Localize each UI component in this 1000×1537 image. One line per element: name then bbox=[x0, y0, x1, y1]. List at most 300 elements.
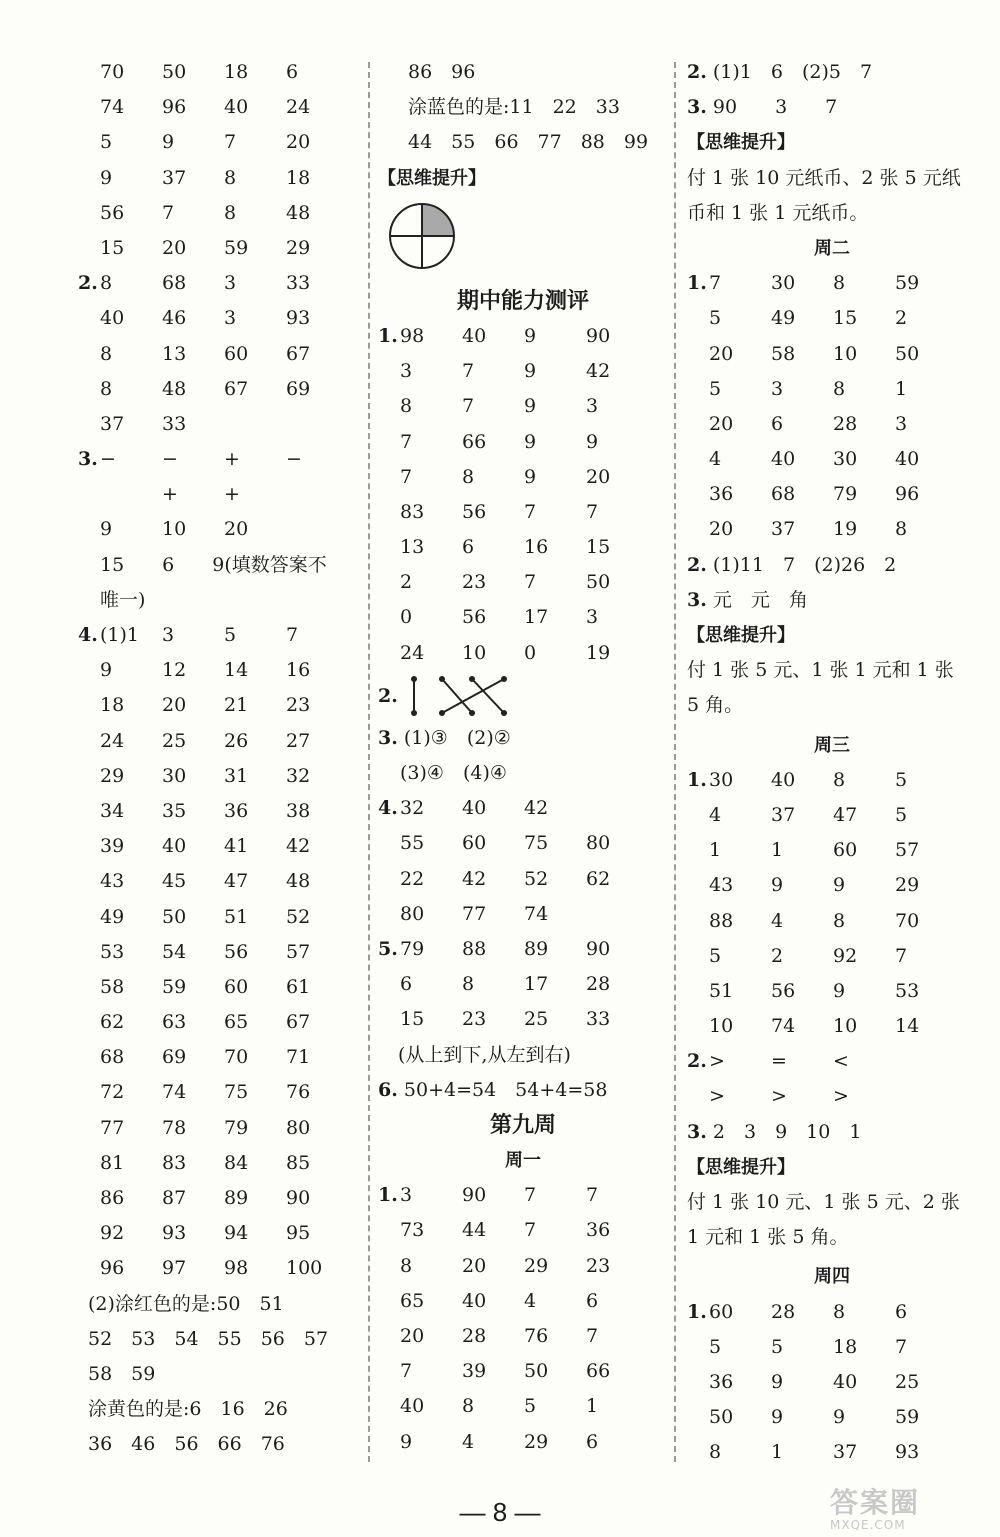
answer-row bbox=[687, 1400, 977, 1435]
answer-row bbox=[78, 196, 363, 231]
question-number: 1. bbox=[378, 1184, 398, 1207]
answer-value: 52 bbox=[524, 867, 549, 890]
day-title: 周四 bbox=[814, 1266, 850, 1288]
answer-value: 9 bbox=[100, 518, 113, 541]
question-number bbox=[78, 900, 100, 935]
answer-grid bbox=[378, 1178, 668, 1460]
answer-value: 66 bbox=[462, 430, 487, 453]
answer-value: 3 bbox=[895, 412, 908, 435]
answer-value: 67 bbox=[286, 1011, 311, 1034]
answer-row bbox=[378, 636, 668, 671]
answer-value: 23 bbox=[586, 1254, 611, 1277]
answer-value: 49 bbox=[771, 307, 796, 330]
answer-row bbox=[78, 759, 363, 794]
question-number bbox=[378, 1213, 400, 1248]
answer-value: 7 bbox=[586, 1325, 599, 1347]
answer-value: 20 bbox=[286, 131, 311, 154]
answer-value: − bbox=[162, 448, 178, 471]
answer-value: 5 bbox=[100, 131, 113, 154]
answer-row bbox=[378, 460, 668, 495]
answer-row bbox=[687, 266, 977, 301]
answer-row bbox=[378, 1389, 668, 1424]
answer-value: 9 bbox=[771, 1370, 784, 1393]
answer-value: 3 bbox=[400, 360, 413, 383]
day-title: 周二 bbox=[814, 237, 850, 259]
answer-value: 40 bbox=[400, 1395, 425, 1418]
answer-value: 61 bbox=[286, 975, 311, 998]
answer-value: 3 bbox=[400, 1184, 413, 1207]
question-number bbox=[687, 1079, 709, 1114]
answer-value: 30 bbox=[771, 272, 796, 295]
answer-value: 10 bbox=[162, 518, 187, 541]
answer-value: 59 bbox=[895, 1406, 920, 1429]
answer-value: 50 bbox=[524, 1360, 549, 1383]
answer-grid bbox=[687, 266, 977, 548]
answer-value: 40 bbox=[771, 768, 796, 791]
watermark-url: MXQE.COM bbox=[830, 1518, 906, 1532]
question-number bbox=[378, 967, 400, 1002]
answer-value: 2 bbox=[771, 944, 784, 967]
answer-value: 94 bbox=[224, 1222, 249, 1245]
answer-value: 1 bbox=[709, 839, 722, 862]
answer-value: 71 bbox=[286, 1046, 311, 1069]
answer-value: 80 bbox=[586, 832, 611, 855]
answer-value: 70 bbox=[224, 1046, 249, 1069]
answer-value: 9 bbox=[524, 430, 537, 453]
answer-line: 涂蓝色的是:11 22 33 bbox=[408, 96, 620, 119]
think-tag: 【思维提升】 bbox=[687, 132, 795, 154]
answer-value: < bbox=[833, 1050, 849, 1073]
answer-row bbox=[378, 600, 668, 635]
answer-row bbox=[78, 442, 363, 477]
question-number bbox=[378, 600, 400, 635]
question-number bbox=[78, 724, 100, 759]
answer-value: 80 bbox=[286, 1116, 311, 1139]
answer-value: 1 bbox=[586, 1395, 599, 1418]
answer-row bbox=[378, 1354, 668, 1389]
answer-value: 4 bbox=[771, 909, 784, 932]
answer-line: (3)④ (4)④ bbox=[400, 762, 507, 784]
answer-value: 3 bbox=[224, 307, 237, 330]
answer-row bbox=[687, 974, 977, 1009]
answer-value: 41 bbox=[224, 835, 249, 858]
answer-row bbox=[687, 301, 977, 336]
answer-value: 85 bbox=[286, 1151, 311, 1174]
answer-line: 36 46 56 66 76 bbox=[88, 1433, 285, 1456]
question-number bbox=[687, 1365, 709, 1400]
answer-value: 50 bbox=[162, 61, 187, 83]
answer-value: 47 bbox=[224, 870, 249, 893]
answer-value: 3 bbox=[162, 624, 175, 646]
answer-value: 38 bbox=[286, 799, 311, 822]
match-line bbox=[472, 679, 504, 713]
answer-value: 6 bbox=[586, 1289, 599, 1312]
answer-value: 74 bbox=[100, 96, 125, 119]
answer-row bbox=[78, 935, 363, 970]
answer-value: 9 bbox=[162, 131, 175, 154]
question-number bbox=[687, 1330, 709, 1365]
answer-value: 37 bbox=[162, 166, 187, 189]
answer-grid bbox=[78, 618, 363, 1287]
answer-row bbox=[78, 864, 363, 899]
answer-value: 96 bbox=[895, 483, 920, 506]
question-number bbox=[687, 939, 709, 974]
answer-value: 18 bbox=[100, 694, 125, 717]
answer-value: 80 bbox=[400, 902, 425, 925]
answer-value: 13 bbox=[400, 536, 425, 559]
answer-row bbox=[687, 939, 977, 974]
answer-value: 79 bbox=[833, 483, 858, 506]
question-number bbox=[687, 1400, 709, 1435]
answer-row bbox=[78, 653, 363, 688]
answer-value: 30 bbox=[162, 764, 187, 787]
answer-value: 40 bbox=[462, 797, 487, 820]
answer-value: 3 bbox=[586, 395, 599, 418]
answer-value: 26 bbox=[224, 729, 249, 752]
answer-row bbox=[687, 763, 977, 798]
answer-row bbox=[78, 125, 363, 160]
answer-value: 9 bbox=[524, 395, 537, 418]
answer-value: 8 bbox=[709, 1441, 722, 1464]
answer-line: 3. (1)③ (2)② bbox=[378, 726, 511, 749]
answer-value: 75 bbox=[524, 832, 549, 855]
answer-value: 19 bbox=[833, 518, 858, 541]
answer-value: 89 bbox=[224, 1187, 249, 1209]
answer-row bbox=[78, 794, 363, 829]
answer-value: 5 bbox=[771, 1335, 784, 1358]
question-number: 1. bbox=[378, 324, 398, 347]
answer-value: 57 bbox=[895, 839, 920, 862]
question-number: 1. bbox=[687, 768, 707, 791]
answer-value: 27 bbox=[286, 729, 311, 752]
answer-value: 29 bbox=[524, 1254, 549, 1277]
answer-value: 90 bbox=[286, 1187, 311, 1209]
question-number: 4. bbox=[78, 624, 98, 646]
answer-value: 50 bbox=[709, 1406, 734, 1429]
answer-value: 40 bbox=[162, 835, 187, 858]
question-number bbox=[78, 794, 100, 829]
answer-value: 32 bbox=[400, 797, 425, 820]
section-title: 期中能力测评 bbox=[456, 287, 589, 314]
page-number: — 8 — bbox=[459, 1497, 541, 1527]
answer-value: 74 bbox=[524, 902, 549, 925]
answer-value: 3 bbox=[771, 377, 784, 400]
answer-row bbox=[378, 1249, 668, 1284]
answer-value: 33 bbox=[286, 272, 311, 295]
answer-value: 8 bbox=[833, 272, 846, 295]
answer-row bbox=[687, 833, 977, 868]
answer-value: 97 bbox=[162, 1257, 187, 1280]
answer-row bbox=[378, 319, 668, 354]
answer-value: 74 bbox=[771, 1015, 796, 1038]
answer-value: 7 bbox=[462, 360, 475, 383]
answer-value: 9 bbox=[524, 360, 537, 383]
answer-row bbox=[378, 826, 668, 861]
answer-value: 4 bbox=[524, 1289, 537, 1312]
question-number: 5. bbox=[378, 937, 398, 960]
answer-line: 唯一) bbox=[100, 588, 146, 611]
answer-value: 63 bbox=[162, 1011, 187, 1034]
question-number bbox=[78, 372, 100, 407]
answer-row bbox=[378, 862, 668, 897]
answer-value: 36 bbox=[586, 1219, 611, 1242]
question-number bbox=[78, 935, 100, 970]
question-number bbox=[78, 970, 100, 1005]
answer-grid bbox=[687, 1295, 977, 1471]
answer-value: 10 bbox=[833, 342, 858, 365]
answer-value: 9 bbox=[833, 874, 846, 897]
answer-row bbox=[687, 407, 977, 442]
answer-value: 29 bbox=[100, 764, 125, 787]
answer-value: 88 bbox=[709, 909, 734, 932]
answer-value: 60 bbox=[224, 975, 249, 998]
answer-row bbox=[78, 372, 363, 407]
answer-row bbox=[78, 1075, 363, 1110]
answer-value: 13 bbox=[162, 342, 187, 365]
answer-value: 37 bbox=[771, 803, 796, 826]
answer-row bbox=[687, 1330, 977, 1365]
answer-row bbox=[78, 618, 363, 653]
answer-line: 58 59 bbox=[88, 1362, 156, 1385]
question-number bbox=[78, 653, 100, 688]
matching-lines-figure bbox=[404, 673, 524, 719]
answer-row bbox=[687, 1435, 977, 1470]
answer-value: 60 bbox=[224, 342, 249, 365]
question-number bbox=[378, 1354, 400, 1389]
answer-value: 23 bbox=[286, 694, 311, 717]
answer-value: 53 bbox=[100, 940, 125, 963]
question-number bbox=[687, 301, 709, 336]
answer-value: 9 bbox=[400, 1430, 413, 1453]
answer-value: 40 bbox=[100, 307, 125, 330]
answer-row bbox=[378, 791, 668, 826]
answer-value: 48 bbox=[162, 377, 187, 400]
question-number bbox=[78, 512, 100, 547]
answer-value: (1)1 bbox=[100, 624, 140, 646]
answer-value: 34 bbox=[100, 799, 125, 822]
answer-value: 31 bbox=[224, 764, 249, 787]
question-number bbox=[378, 495, 400, 530]
answer-value: 8 bbox=[462, 1395, 475, 1418]
answer-value: 5 bbox=[224, 624, 237, 646]
answer-row bbox=[378, 1425, 668, 1460]
answer-value: 7 bbox=[586, 1184, 599, 1207]
answer-row bbox=[687, 1044, 977, 1079]
answer-value: 56 bbox=[462, 606, 487, 629]
question-number bbox=[78, 477, 100, 512]
column-divider-right bbox=[674, 62, 676, 1462]
answer-value: 76 bbox=[524, 1325, 549, 1347]
answer-value: 9 bbox=[524, 465, 537, 488]
answer-value: 68 bbox=[162, 272, 187, 295]
answer-value: 8 bbox=[462, 465, 475, 488]
answer-row bbox=[378, 565, 668, 600]
question-number bbox=[687, 442, 709, 477]
answer-value: 20 bbox=[709, 518, 734, 541]
answer-value: 42 bbox=[586, 360, 611, 383]
answer-value: 72 bbox=[100, 1081, 125, 1104]
answer-row bbox=[378, 389, 668, 424]
answer-line: 涂黄色的是:6 16 26 bbox=[88, 1398, 288, 1421]
answer-line: 付 1 张 10 元纸币、2 张 5 元纸 bbox=[687, 166, 961, 189]
answer-line: 2. (1)11 7 (2)26 2 bbox=[687, 553, 897, 576]
answer-value: 17 bbox=[524, 973, 549, 996]
answer-row bbox=[687, 798, 977, 833]
question-number bbox=[687, 833, 709, 868]
answer-value: 7 bbox=[400, 430, 413, 453]
answer-row bbox=[78, 337, 363, 372]
answer-row bbox=[78, 1146, 363, 1181]
answer-value: 66 bbox=[586, 1360, 611, 1383]
answer-value: 98 bbox=[400, 324, 425, 347]
question-number bbox=[687, 407, 709, 442]
answer-value: 1 bbox=[771, 839, 784, 862]
answer-value: 67 bbox=[286, 342, 311, 365]
answer-value: 8 bbox=[833, 768, 846, 791]
answer-value: 5 bbox=[524, 1395, 537, 1418]
answer-value: 57 bbox=[286, 940, 311, 963]
answer-value: = bbox=[771, 1050, 787, 1073]
answer-value: 8 bbox=[462, 973, 475, 996]
answer-value: 9 bbox=[771, 874, 784, 897]
question-number bbox=[378, 565, 400, 600]
answer-row bbox=[78, 266, 363, 301]
watermark-logo bbox=[830, 1488, 990, 1530]
answer-row bbox=[378, 1284, 668, 1319]
question-number bbox=[687, 974, 709, 1009]
quarter-circle-figure bbox=[382, 196, 462, 276]
answer-value: 68 bbox=[771, 483, 796, 506]
answer-value: 10 bbox=[833, 1015, 858, 1038]
answer-row bbox=[78, 90, 363, 125]
answer-value: 92 bbox=[833, 944, 858, 967]
answer-row bbox=[78, 1040, 363, 1075]
answer-value: 90 bbox=[462, 1184, 487, 1207]
answer-line: 3. 2 3 9 10 1 bbox=[687, 1120, 862, 1143]
answer-value: 25 bbox=[524, 1008, 549, 1031]
answer-grid bbox=[78, 55, 363, 266]
question-number: 2. bbox=[78, 272, 98, 295]
question-number bbox=[378, 1284, 400, 1319]
answer-value: 2 bbox=[895, 307, 908, 330]
answer-value: 28 bbox=[771, 1300, 796, 1323]
answer-line: 3. 元 元 角 bbox=[687, 588, 808, 611]
answer-value: 8 bbox=[100, 377, 113, 400]
answer-line: 52 53 54 55 56 57 bbox=[88, 1327, 329, 1350]
answer-value: 36 bbox=[709, 1370, 734, 1393]
answer-value: 8 bbox=[100, 272, 113, 295]
answer-row bbox=[78, 970, 363, 1005]
answer-row bbox=[78, 1251, 363, 1286]
question-number bbox=[78, 759, 100, 794]
answer-row bbox=[78, 231, 363, 266]
answer-column-1 bbox=[78, 55, 363, 1463]
answer-value: 77 bbox=[462, 902, 487, 925]
answer-value: 24 bbox=[100, 729, 125, 752]
answer-line: (2)涂红色的是:50 51 bbox=[88, 1292, 284, 1315]
answer-line: 币和 1 张 1 元纸币。 bbox=[687, 201, 869, 224]
question-number bbox=[687, 904, 709, 939]
question-number bbox=[378, 425, 400, 460]
question-number bbox=[378, 1319, 400, 1354]
answer-value: 29 bbox=[524, 1430, 549, 1453]
answer-value: 9 bbox=[100, 166, 113, 189]
answer-line: 2. (1)1 6 (2)5 7 bbox=[687, 61, 873, 83]
answer-value: 8 bbox=[400, 1254, 413, 1277]
answer-value: 4 bbox=[709, 803, 722, 826]
answer-value: 16 bbox=[524, 536, 549, 559]
answer-value: 33 bbox=[162, 412, 187, 435]
answer-value: 5 bbox=[895, 768, 908, 791]
watermark-text: 答案圈 bbox=[830, 1486, 921, 1519]
answer-value: 24 bbox=[400, 641, 425, 664]
answer-value: 6 bbox=[400, 973, 413, 996]
question-number: 3. bbox=[78, 448, 98, 471]
answer-value: 40 bbox=[462, 324, 487, 347]
answer-value: 78 bbox=[162, 1116, 187, 1139]
answer-row bbox=[78, 829, 363, 864]
answer-row bbox=[378, 1002, 668, 1037]
question-number bbox=[78, 1146, 100, 1181]
answer-value: 14 bbox=[224, 659, 249, 682]
answer-value: 81 bbox=[100, 1151, 125, 1174]
answer-value: 4 bbox=[462, 1430, 475, 1453]
answer-value: 20 bbox=[709, 412, 734, 435]
answer-value: 36 bbox=[224, 799, 249, 822]
question-number bbox=[687, 337, 709, 372]
question-number bbox=[78, 864, 100, 899]
answer-value: 15 bbox=[100, 236, 125, 259]
answer-value bbox=[224, 407, 286, 442]
answer-value: 69 bbox=[162, 1046, 187, 1069]
answer-value: 5 bbox=[709, 1335, 722, 1358]
answer-value: 7 bbox=[895, 944, 908, 967]
question-number bbox=[78, 301, 100, 336]
answer-value: 50 bbox=[586, 571, 611, 594]
answer-row bbox=[687, 1295, 977, 1330]
question-number bbox=[378, 1249, 400, 1284]
answer-value bbox=[586, 791, 648, 826]
answer-value: 20 bbox=[162, 694, 187, 717]
answer-value: 6 bbox=[895, 1300, 908, 1323]
answer-value: 7 bbox=[462, 395, 475, 418]
answer-value: 18 bbox=[833, 1335, 858, 1358]
answer-row bbox=[78, 301, 363, 336]
question-number bbox=[78, 1005, 100, 1040]
answer-value: 98 bbox=[224, 1257, 249, 1280]
question-number bbox=[378, 354, 400, 389]
answer-value: 42 bbox=[524, 797, 549, 820]
answer-row bbox=[378, 425, 668, 460]
answer-value: − bbox=[100, 448, 116, 471]
answer-value: 37 bbox=[833, 1441, 858, 1464]
answer-value: 44 bbox=[462, 1219, 487, 1242]
answer-value: 9 bbox=[833, 979, 846, 1002]
question-number bbox=[78, 1181, 100, 1216]
answer-value: 89 bbox=[524, 937, 549, 960]
answer-value: 100 bbox=[286, 1257, 323, 1280]
answer-value: 92 bbox=[100, 1222, 125, 1245]
answer-value bbox=[286, 512, 348, 547]
answer-value: 1 bbox=[771, 1441, 784, 1464]
answer-value: 50 bbox=[895, 342, 920, 365]
answer-grid bbox=[78, 442, 363, 548]
question-number bbox=[378, 389, 400, 424]
answer-value: 7 bbox=[895, 1335, 908, 1358]
answer-value: 52 bbox=[286, 905, 311, 928]
question-number: 1. bbox=[687, 272, 707, 295]
answer-value: 83 bbox=[162, 1151, 187, 1174]
